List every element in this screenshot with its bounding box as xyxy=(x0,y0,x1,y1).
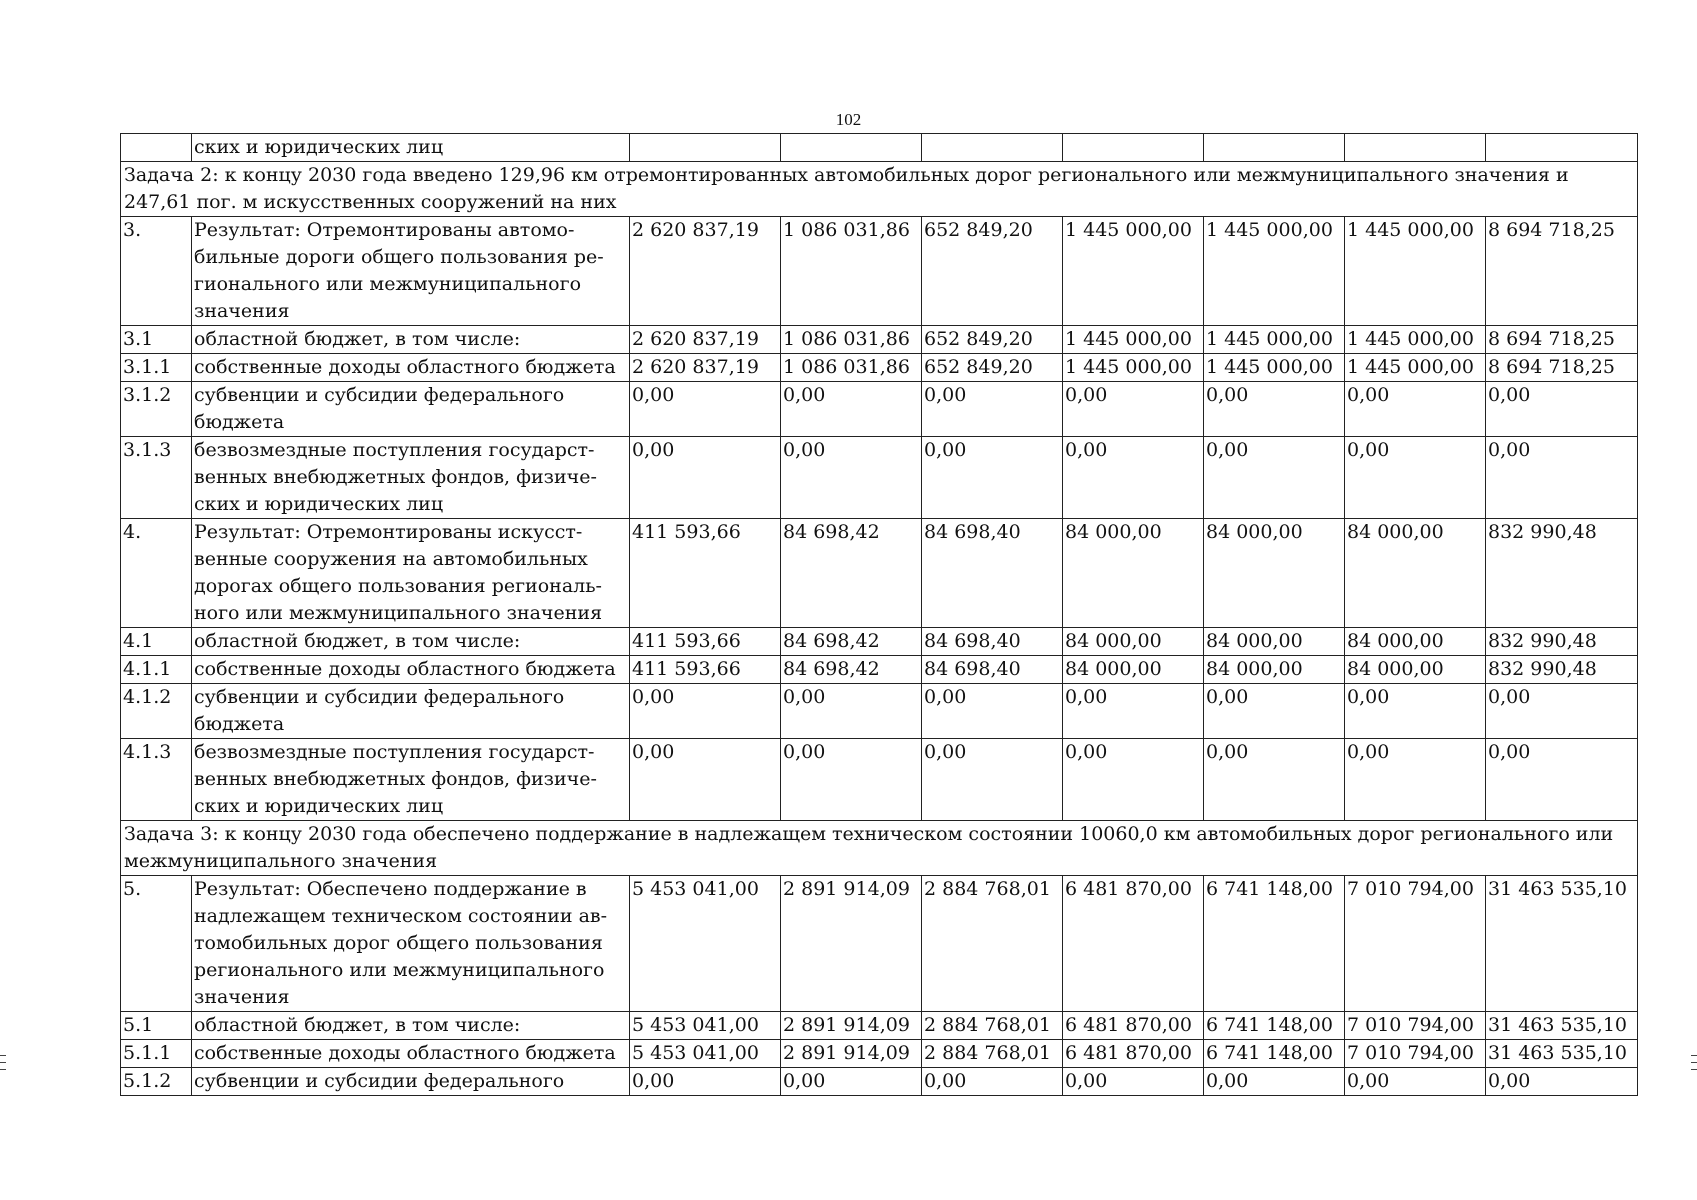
value-cell: 0,00 xyxy=(1063,1068,1204,1096)
value-cell: 7 010 794,00 xyxy=(1345,876,1486,1012)
value-cell xyxy=(1345,134,1486,162)
task-text: Задача 3: к концу 2030 года обеспечено поддержание в надлежащем техническом состоянии 10060,0 км автомобильных дорог регионального или межмуниципального значения xyxy=(121,821,1638,876)
value-cell: 5 453 041,00 xyxy=(630,876,781,1012)
row-code: 4.1.2 xyxy=(121,684,192,739)
value-cell: 411 593,66 xyxy=(630,656,781,684)
value-cell: 6 481 870,00 xyxy=(1063,1040,1204,1068)
value-cell: 8 694 718,25 xyxy=(1486,354,1638,382)
value-cell: 84 000,00 xyxy=(1345,628,1486,656)
value-cell: 0,00 xyxy=(1345,1068,1486,1096)
value-cell: 0,00 xyxy=(922,684,1063,739)
value-cell: 2 884 768,01 xyxy=(922,1040,1063,1068)
value-cell: 652 849,20 xyxy=(922,354,1063,382)
value-cell: 8 694 718,25 xyxy=(1486,326,1638,354)
table-row xyxy=(121,217,1638,326)
value-cell: 1 445 000,00 xyxy=(1063,354,1204,382)
row-description: собственные доходы областного бюджета xyxy=(192,1040,630,1068)
value-cell: 84 698,42 xyxy=(781,628,922,656)
row-description: Результат: Отремонтированы автомо- бильные дороги общего пользования ре- гионального или межмуниципального значения xyxy=(192,217,630,326)
value-cell: 0,00 xyxy=(1204,1068,1345,1096)
table-row xyxy=(121,382,1638,437)
value-cell: 84 000,00 xyxy=(1063,656,1204,684)
row-description: областной бюджет, в том числе: xyxy=(192,1012,630,1040)
budget-table xyxy=(120,133,1638,1096)
value-cell: 1 445 000,00 xyxy=(1345,354,1486,382)
value-cell: 5 453 041,00 xyxy=(630,1012,781,1040)
value-cell: 0,00 xyxy=(1345,437,1486,519)
value-cell: 832 990,48 xyxy=(1486,656,1638,684)
value-cell xyxy=(630,134,781,162)
value-cell: 0,00 xyxy=(1486,1068,1638,1096)
row-description: безвозмездные поступления государст- венных внебюджетных фондов, физиче- ских и юридических лиц xyxy=(192,739,630,821)
table-row xyxy=(121,326,1638,354)
table-row xyxy=(121,739,1638,821)
table-row xyxy=(121,684,1638,739)
value-cell: 832 990,48 xyxy=(1486,628,1638,656)
value-cell: 2 891 914,09 xyxy=(781,876,922,1012)
value-cell: 84 000,00 xyxy=(1204,656,1345,684)
table-row xyxy=(121,628,1638,656)
value-cell: 84 000,00 xyxy=(1345,656,1486,684)
value-cell: 0,00 xyxy=(922,739,1063,821)
value-cell: 2 891 914,09 xyxy=(781,1040,922,1068)
value-cell: 0,00 xyxy=(781,684,922,739)
value-cell: 652 849,20 xyxy=(922,217,1063,326)
value-cell: 0,00 xyxy=(922,382,1063,437)
value-cell: 0,00 xyxy=(1486,437,1638,519)
value-cell: 84 698,42 xyxy=(781,519,922,628)
value-cell: 31 463 535,10 xyxy=(1486,1040,1638,1068)
table-row xyxy=(121,656,1638,684)
value-cell: 84 698,40 xyxy=(922,656,1063,684)
value-cell: 0,00 xyxy=(781,739,922,821)
value-cell: 2 891 914,09 xyxy=(781,1012,922,1040)
row-description: собственные доходы областного бюджета xyxy=(192,656,630,684)
row-description: областной бюджет, в том числе: xyxy=(192,628,630,656)
value-cell: 0,00 xyxy=(1204,437,1345,519)
value-cell: 1 445 000,00 xyxy=(1063,326,1204,354)
value-cell: 7 010 794,00 xyxy=(1345,1040,1486,1068)
value-cell: 84 000,00 xyxy=(1204,628,1345,656)
row-code: 3.1.2 xyxy=(121,382,192,437)
value-cell: 6 741 148,00 xyxy=(1204,1040,1345,1068)
value-cell: 0,00 xyxy=(922,437,1063,519)
value-cell: 411 593,66 xyxy=(630,519,781,628)
table-row xyxy=(121,519,1638,628)
value-cell: 0,00 xyxy=(1204,382,1345,437)
value-cell: 0,00 xyxy=(630,1068,781,1096)
row-description: Результат: Отремонтированы искусст- венные сооружения на автомобильных дорогах общего пользования региональ- ного или межмуниципального значения xyxy=(192,519,630,628)
value-cell: 5 453 041,00 xyxy=(630,1040,781,1068)
value-cell: 2 884 768,01 xyxy=(922,876,1063,1012)
row-description: безвозмездные поступления государст- венных внебюджетных фондов, физиче- ских и юридических лиц xyxy=(192,437,630,519)
value-cell: 84 000,00 xyxy=(1345,519,1486,628)
row-code: 3.1.1 xyxy=(121,354,192,382)
value-cell: 8 694 718,25 xyxy=(1486,217,1638,326)
value-cell: 84 000,00 xyxy=(1204,519,1345,628)
value-cell: 0,00 xyxy=(1345,739,1486,821)
value-cell: 1 445 000,00 xyxy=(1204,354,1345,382)
row-description: собственные доходы областного бюджета xyxy=(192,354,630,382)
value-cell: 0,00 xyxy=(781,437,922,519)
value-cell: 31 463 535,10 xyxy=(1486,1012,1638,1040)
value-cell: 2 620 837,19 xyxy=(630,354,781,382)
value-cell: 652 849,20 xyxy=(922,326,1063,354)
row-code: 4. xyxy=(121,519,192,628)
right-edge-marks xyxy=(1691,1055,1697,1076)
row-description: Результат: Обеспечено поддержание в надлежащем техническом состоянии ав- томобильных дорог общего пользования регионального или межмуниципального значения xyxy=(192,876,630,1012)
value-cell: 0,00 xyxy=(1063,684,1204,739)
value-cell: 6 481 870,00 xyxy=(1063,876,1204,1012)
value-cell: 0,00 xyxy=(1486,382,1638,437)
value-cell: 0,00 xyxy=(1063,382,1204,437)
value-cell: 1 445 000,00 xyxy=(1204,217,1345,326)
value-cell xyxy=(1486,134,1638,162)
value-cell: 1 086 031,86 xyxy=(781,354,922,382)
value-cell: 6 741 148,00 xyxy=(1204,876,1345,1012)
value-cell: 0,00 xyxy=(630,684,781,739)
value-cell: 84 000,00 xyxy=(1063,628,1204,656)
value-cell: 0,00 xyxy=(1204,684,1345,739)
value-cell: 832 990,48 xyxy=(1486,519,1638,628)
row-description: субвенции и субсидии федерального бюджета xyxy=(192,684,630,739)
row-description: субвенции и субсидии федерального xyxy=(192,1068,630,1096)
row-code: 3.1 xyxy=(121,326,192,354)
left-edge-marks xyxy=(0,1055,6,1076)
value-cell: 1 445 000,00 xyxy=(1345,326,1486,354)
value-cell: 0,00 xyxy=(1486,739,1638,821)
value-cell: 0,00 xyxy=(1063,739,1204,821)
value-cell: 84 000,00 xyxy=(1063,519,1204,628)
row-code: 4.1.3 xyxy=(121,739,192,821)
row-code: 5.1 xyxy=(121,1012,192,1040)
task-row xyxy=(121,162,1638,217)
value-cell: 84 698,40 xyxy=(922,628,1063,656)
row-description: ских и юридических лиц xyxy=(192,134,630,162)
value-cell: 2 884 768,01 xyxy=(922,1012,1063,1040)
value-cell: 7 010 794,00 xyxy=(1345,1012,1486,1040)
row-code: 4.1.1 xyxy=(121,656,192,684)
value-cell: 6 481 870,00 xyxy=(1063,1012,1204,1040)
task-row xyxy=(121,821,1638,876)
value-cell: 0,00 xyxy=(1345,382,1486,437)
table-row xyxy=(121,437,1638,519)
value-cell: 411 593,66 xyxy=(630,628,781,656)
value-cell: 0,00 xyxy=(1345,684,1486,739)
row-description: областной бюджет, в том числе: xyxy=(192,326,630,354)
row-code xyxy=(121,134,192,162)
row-description: субвенции и субсидии федерального бюджета xyxy=(192,382,630,437)
task-text: Задача 2: к концу 2030 года введено 129,96 км отремонтированных автомобильных дорог регионального или межмуниципального значения и 247,61 пог. м искусственных сооружений на них xyxy=(121,162,1638,217)
value-cell: 0,00 xyxy=(1204,739,1345,821)
value-cell: 31 463 535,10 xyxy=(1486,876,1638,1012)
value-cell: 6 741 148,00 xyxy=(1204,1012,1345,1040)
value-cell: 0,00 xyxy=(781,1068,922,1096)
table-body xyxy=(121,134,1638,1096)
value-cell: 0,00 xyxy=(1063,437,1204,519)
row-code: 5.1.2 xyxy=(121,1068,192,1096)
table-row xyxy=(121,876,1638,1012)
table-row xyxy=(121,1012,1638,1040)
value-cell: 0,00 xyxy=(1486,684,1638,739)
value-cell: 0,00 xyxy=(630,739,781,821)
page-number: 102 xyxy=(835,110,862,129)
row-code: 5.1.1 xyxy=(121,1040,192,1068)
row-code: 4.1 xyxy=(121,628,192,656)
row-code: 5. xyxy=(121,876,192,1012)
value-cell xyxy=(1063,134,1204,162)
value-cell: 84 698,42 xyxy=(781,656,922,684)
value-cell xyxy=(922,134,1063,162)
table-row xyxy=(121,134,1638,162)
table-row xyxy=(121,1040,1638,1068)
value-cell: 0,00 xyxy=(630,437,781,519)
value-cell: 1 445 000,00 xyxy=(1204,326,1345,354)
row-code: 3. xyxy=(121,217,192,326)
value-cell: 1 086 031,86 xyxy=(781,217,922,326)
value-cell xyxy=(781,134,922,162)
value-cell: 0,00 xyxy=(922,1068,1063,1096)
table-row xyxy=(121,1068,1638,1096)
value-cell: 1 086 031,86 xyxy=(781,326,922,354)
value-cell: 0,00 xyxy=(781,382,922,437)
value-cell: 2 620 837,19 xyxy=(630,326,781,354)
table-row xyxy=(121,354,1638,382)
value-cell: 0,00 xyxy=(630,382,781,437)
value-cell xyxy=(1204,134,1345,162)
value-cell: 1 445 000,00 xyxy=(1345,217,1486,326)
value-cell: 2 620 837,19 xyxy=(630,217,781,326)
value-cell: 84 698,40 xyxy=(922,519,1063,628)
value-cell: 1 445 000,00 xyxy=(1063,217,1204,326)
row-code: 3.1.3 xyxy=(121,437,192,519)
